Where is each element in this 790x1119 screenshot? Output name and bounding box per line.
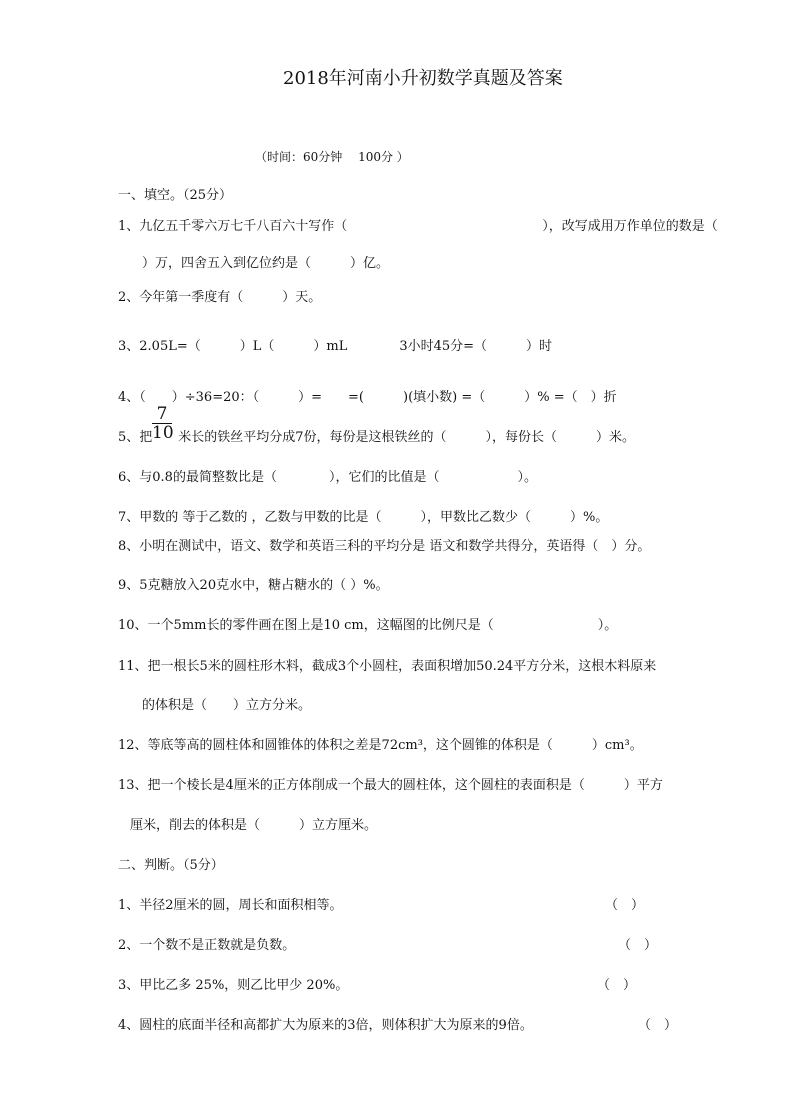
question-9: 9、5克糖放入20克水中，糖占糖水的（ ）%。 (118, 578, 389, 593)
judge-question-3: 3、甲比乙多 25%，则乙比甲少 20%。 (118, 978, 349, 993)
question-12: 12、等底等高的圆柱体和圆锥体的体积之差是72cm³，这个圆锥的体积是（ ）cm³。 (118, 738, 643, 753)
fraction-numerator: 7 (152, 405, 172, 424)
question-13-line-2: 厘米，削去的体积是（ ）立方厘米。 (130, 818, 378, 833)
judge-question-1: 1、半径2厘米的圆，周长和面积相等。 (118, 898, 343, 913)
page-title: 2018年河南小升初数学真题及答案 (283, 68, 563, 89)
question-4: 4、（ ）÷36=20：（ ）= =( )(填小数) =（ ）% =（ ）折 (118, 390, 617, 405)
judge-answer-blank-2: （ ） (618, 938, 658, 953)
question-3: 3、2.05L=（ ）L（ ）mL 3小时45分=（ ）时 (118, 339, 553, 354)
judge-answer-blank-3: （ ） (597, 978, 637, 993)
question-6: 6、与0.8的最简整数比是（ ），它们的比值是（ ）。 (118, 470, 537, 485)
question-11-line-1: 11、把一根长5米的圆柱形木料，截成3个小圆柱，表面积增加50.24平方分米，这根木料原来 (118, 659, 657, 674)
judge-question-2: 2、一个数不是正数就是负数。 (118, 938, 296, 953)
fraction-denominator: 10 (152, 423, 174, 443)
question-5-suffix: 米长的铁丝平均分成7份，每份是这根铁丝的（ ），每份长（ ）米。 (178, 430, 636, 445)
judge-answer-blank-4: （ ） (638, 1018, 678, 1033)
question-8: 8、小明在测试中，语文、数学和英语三科的平均分是 语文和数学共得分，英语得（ ）分。 (118, 539, 651, 554)
judge-answer-blank-1: （ ） (605, 898, 645, 913)
judge-question-4: 4、圆柱的底面半径和高都扩大为原来的3倍，则体积扩大为原来的9倍。 (118, 1018, 533, 1033)
question-13-line-1: 13、把一个棱长是4厘米的正方体削成一个最大的圆柱体，这个圆柱的表面积是（ ）平方 (118, 778, 663, 793)
question-2: 2、今年第一季度有（ ）天。 (118, 290, 322, 305)
section-judge-heading: 二、判断。（5分） (118, 858, 224, 873)
section-fill-heading: 一、填空。（25分） (118, 188, 233, 203)
question-11-line-2: 的体积是（ ）立方分米。 (142, 698, 312, 713)
question-10: 10、一个5mm长的零件画在图上是10 cm，这幅图的比例尺是（ ）。 (118, 618, 618, 633)
question-1-line-1: 1、九亿五千零六万七千八百六十写作（ ），改写成用万作单位的数是（ (118, 219, 718, 234)
question-7: 7、甲数的 等于乙数的 ，乙数与甲数的比是（ ），甲数比乙数少（ ）%。 (118, 510, 609, 525)
question-1-line-2: ）万，四舍五入到亿位约是（ ）亿。 (142, 256, 390, 271)
question-5 (118, 430, 635, 446)
question-5-prefix: 5、把 (118, 430, 153, 445)
exam-time-score: （时间：60分钟 100分 ） (255, 150, 409, 164)
